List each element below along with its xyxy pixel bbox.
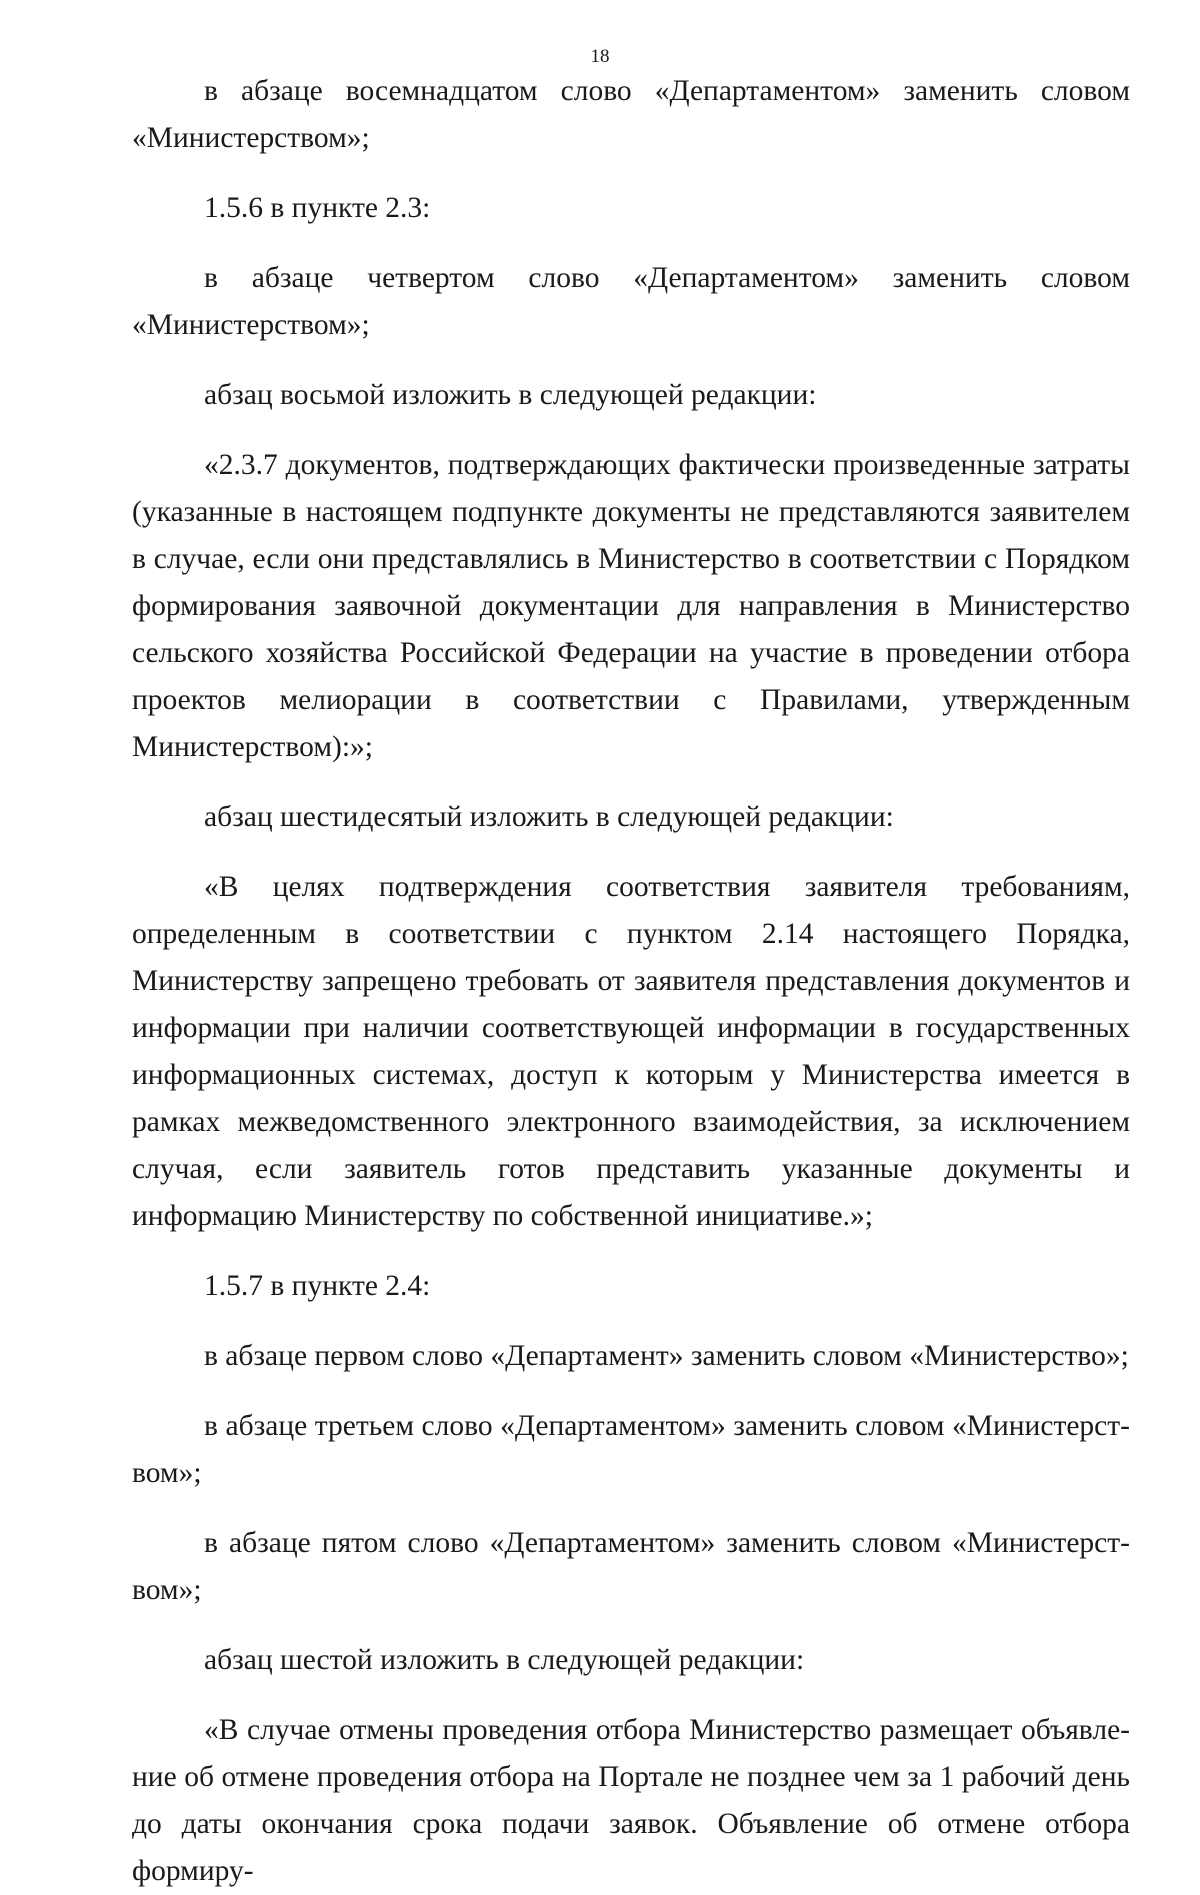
paragraph-13: «В случае отмены проведения отбора Министерство размещает объявление об отмене проведения отбора на Портале не позднее чем за 1 рабочий день до даты окончания срока подачи заявок. Объявление об отмене отбора формиру-	[132, 1714, 1130, 1887]
paragraph-8: 1.5.7 в пункте 2.4:	[204, 1270, 431, 1302]
paragraph-5: «2.3.7 документов, подтверждающих фактически произведенные затраты (указанные в настоящем подпункте документы не представляются заявителем в случае, если они представлялись в Министерство в соответствии с Порядком формирования заявочной документации для направления в Министерство сельского хозяйства Российской Федерации на участие в проведении отбора проектов мелиорации в соответствии с Правилами, утвержденным Министерством):»;	[132, 449, 1130, 763]
paragraph-9: в абзаце первом слово «Департамент» заменить словом «Министерство»;	[204, 1340, 1129, 1372]
paragraph-4: абзац восьмой изложить в следующей редакции:	[204, 379, 817, 411]
paragraph-11: в абзаце пятом слово «Департаментом» заменить словом «Министерством»;	[132, 1527, 1130, 1606]
page-number: 18	[590, 46, 610, 67]
paragraph-10: в абзаце третьем слово «Департаментом» заменить словом «Министерством»;	[132, 1410, 1130, 1489]
paragraph-1: в абзаце восемнадцатом слово «Департаментом» заменить словом «Министерством»;	[132, 75, 1130, 154]
document-body	[132, 68, 1130, 1895]
paragraph-7: «В целях подтверждения соответствия заявителя требованиям, определенным в соответствии с пунктом 2.14 настоящего Порядка, Министерству запрещено требовать от заявителя представления документов и информации при наличии соответствующей информации в государственных информационных системах, доступ к которым у Министерства имеется в рамках межведомственного электронного взаимодействия, за исключением случая, если заявитель готов представить указанные документы и информацию Министерству по собственной инициативе.»;	[132, 871, 1130, 1232]
paragraph-3: в абзаце четвертом слово «Департаментом» заменить словом «Министерством»;	[132, 262, 1130, 341]
paragraph-2: 1.5.6 в пункте 2.3:	[204, 192, 431, 224]
paragraph-6: абзац шестидесятый изложить в следующей редакции:	[204, 801, 894, 833]
paragraph-12: абзац шестой изложить в следующей редакции:	[204, 1644, 805, 1676]
